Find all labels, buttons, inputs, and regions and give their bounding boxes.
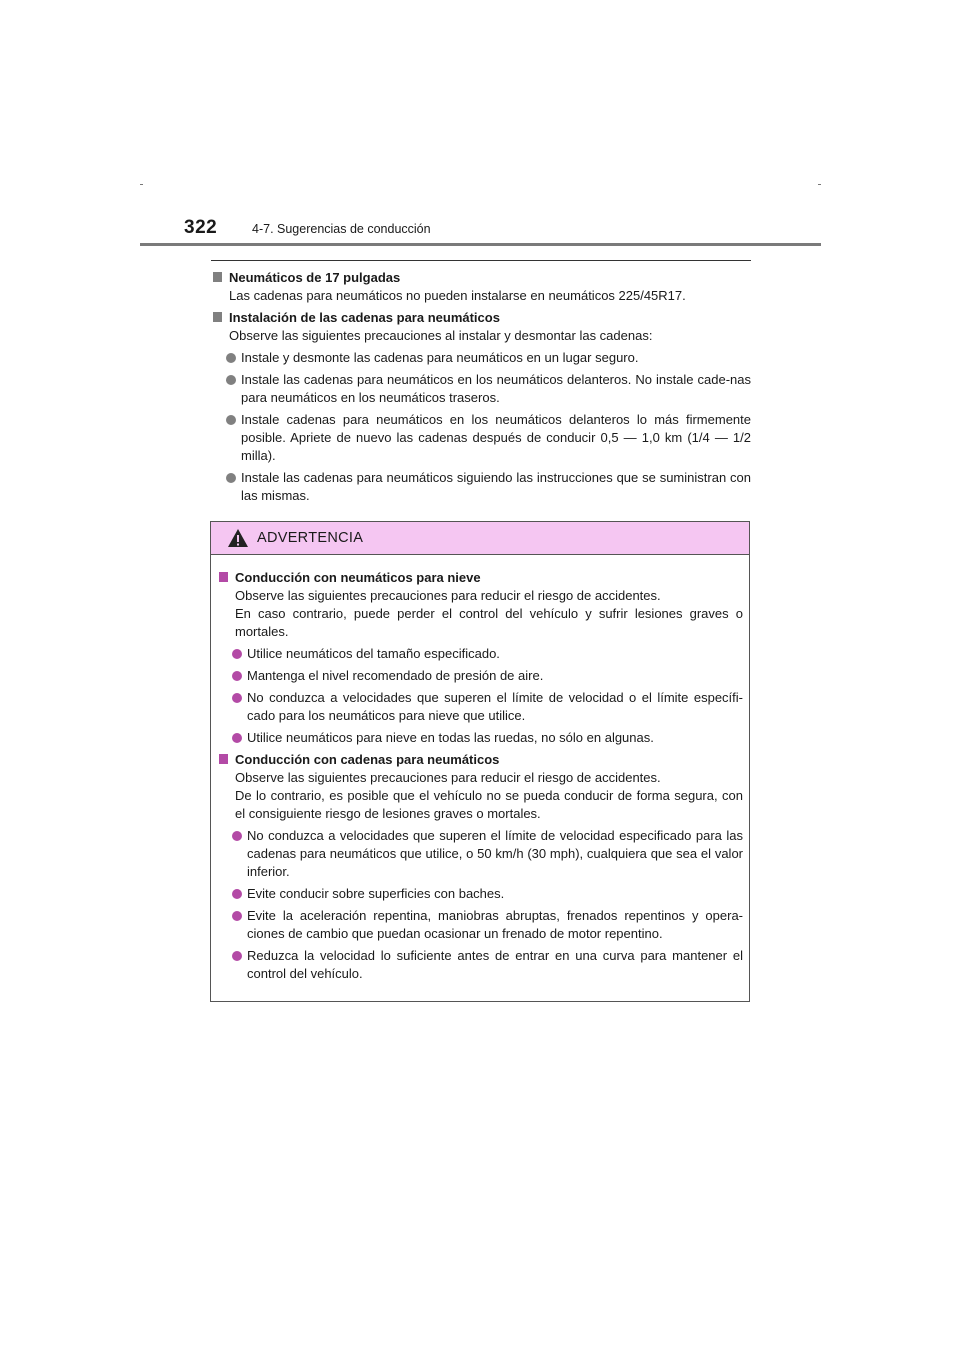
round-bullet-icon <box>232 831 242 841</box>
warning-triangle-icon <box>227 528 249 548</box>
page-number: 322 <box>184 217 218 238</box>
list-item: No conduzca a velocidades que superen el límite de velocidad especificado para las cadenas para neumáticos que utilice, o 50 km/h (30 mph), cualquiera que sea el valor inferior. <box>217 827 743 881</box>
crop-mark-right <box>818 184 821 185</box>
square-bullet-icon <box>213 272 222 282</box>
heading-17-inch: Neumáticos de 17 pulgadas <box>211 269 751 287</box>
square-bullet-icon <box>213 312 222 322</box>
list-item: Evite la aceleración repentina, maniobras abruptas, frenados repentinos y opera-ciones de cambio que puedan ocasionar un frenado de motor repentino. <box>217 907 743 943</box>
paragraph: Las cadenas para neumáticos no pueden instalarse en neumáticos 225/45R17. <box>229 288 686 303</box>
round-bullet-icon <box>226 353 236 363</box>
list-item: Reduzca la velocidad lo suficiente antes de entrar en una curva para mantener el control del vehículo. <box>217 947 743 983</box>
paragraph: De lo contrario, es posible que el vehículo no se pueda conducir de forma segura, con el consiguiente riesgo de lesiones graves o mortales. <box>235 788 743 821</box>
main-content <box>211 269 751 509</box>
round-bullet-icon <box>232 693 242 703</box>
heading-tire-chains: Conducción con cadenas para neumáticos <box>217 751 743 769</box>
round-bullet-icon <box>232 911 242 921</box>
list-item: Utilice neumáticos del tamaño especificado. <box>217 645 743 663</box>
paragraph: Observe las siguientes precauciones para reducir el riesgo de accidentes. <box>235 770 661 785</box>
section-title: 4-7. Sugerencias de conducción <box>252 222 431 236</box>
paragraph: En caso contrario, puede perder el control del vehículo y sufrir lesiones graves o mortales. <box>235 606 743 639</box>
paragraph: Observe las siguientes precauciones al instalar y desmontar las cadenas: <box>229 328 653 343</box>
list-item: Instale las cadenas para neumáticos siguiendo las instrucciones que se suministran con las mismas. <box>211 469 751 505</box>
paragraph: Observe las siguientes precauciones para reducir el riesgo de accidentes. <box>235 588 661 603</box>
warning-content <box>211 555 749 983</box>
round-bullet-icon <box>226 473 236 483</box>
square-bullet-icon <box>219 754 228 764</box>
round-bullet-icon <box>232 671 242 681</box>
list-item: Instale cadenas para neumáticos en los neumáticos delanteros lo más firmemente posible. Apriete de nuevo las cadenas después de conducir 0,5 — 1,0 km (1/4 — 1/2 milla). <box>211 411 751 465</box>
header-rule <box>140 243 821 246</box>
round-bullet-icon <box>226 375 236 385</box>
heading-chain-install: Instalación de las cadenas para neumáticos <box>211 309 751 327</box>
warning-box <box>210 521 750 1002</box>
warning-header <box>211 522 749 555</box>
content-divider <box>211 260 751 261</box>
list-item: Utilice neumáticos para nieve en todas las ruedas, no sólo en algunas. <box>217 729 743 747</box>
heading-snow-tires: Conducción con neumáticos para nieve <box>217 569 743 587</box>
list-item: Mantenga el nivel recomendado de presión de aire. <box>217 667 743 685</box>
list-item: Instale las cadenas para neumáticos en los neumáticos delanteros. No instale cade-nas para neumáticos en los neumáticos traseros. <box>211 371 751 407</box>
round-bullet-icon <box>232 733 242 743</box>
crop-mark-left <box>140 184 143 185</box>
round-bullet-icon <box>226 415 236 425</box>
round-bullet-icon <box>232 649 242 659</box>
square-bullet-icon <box>219 572 228 582</box>
round-bullet-icon <box>232 951 242 961</box>
list-item: Instale y desmonte las cadenas para neumáticos en un lugar seguro. <box>211 349 751 367</box>
warning-title: ADVERTENCIA <box>257 530 364 546</box>
list-item: Evite conducir sobre superficies con baches. <box>217 885 743 903</box>
round-bullet-icon <box>232 889 242 899</box>
list-item: No conduzca a velocidades que superen el límite de velocidad o el límite específi-cado para los neumáticos para nieve que utilice. <box>217 689 743 725</box>
